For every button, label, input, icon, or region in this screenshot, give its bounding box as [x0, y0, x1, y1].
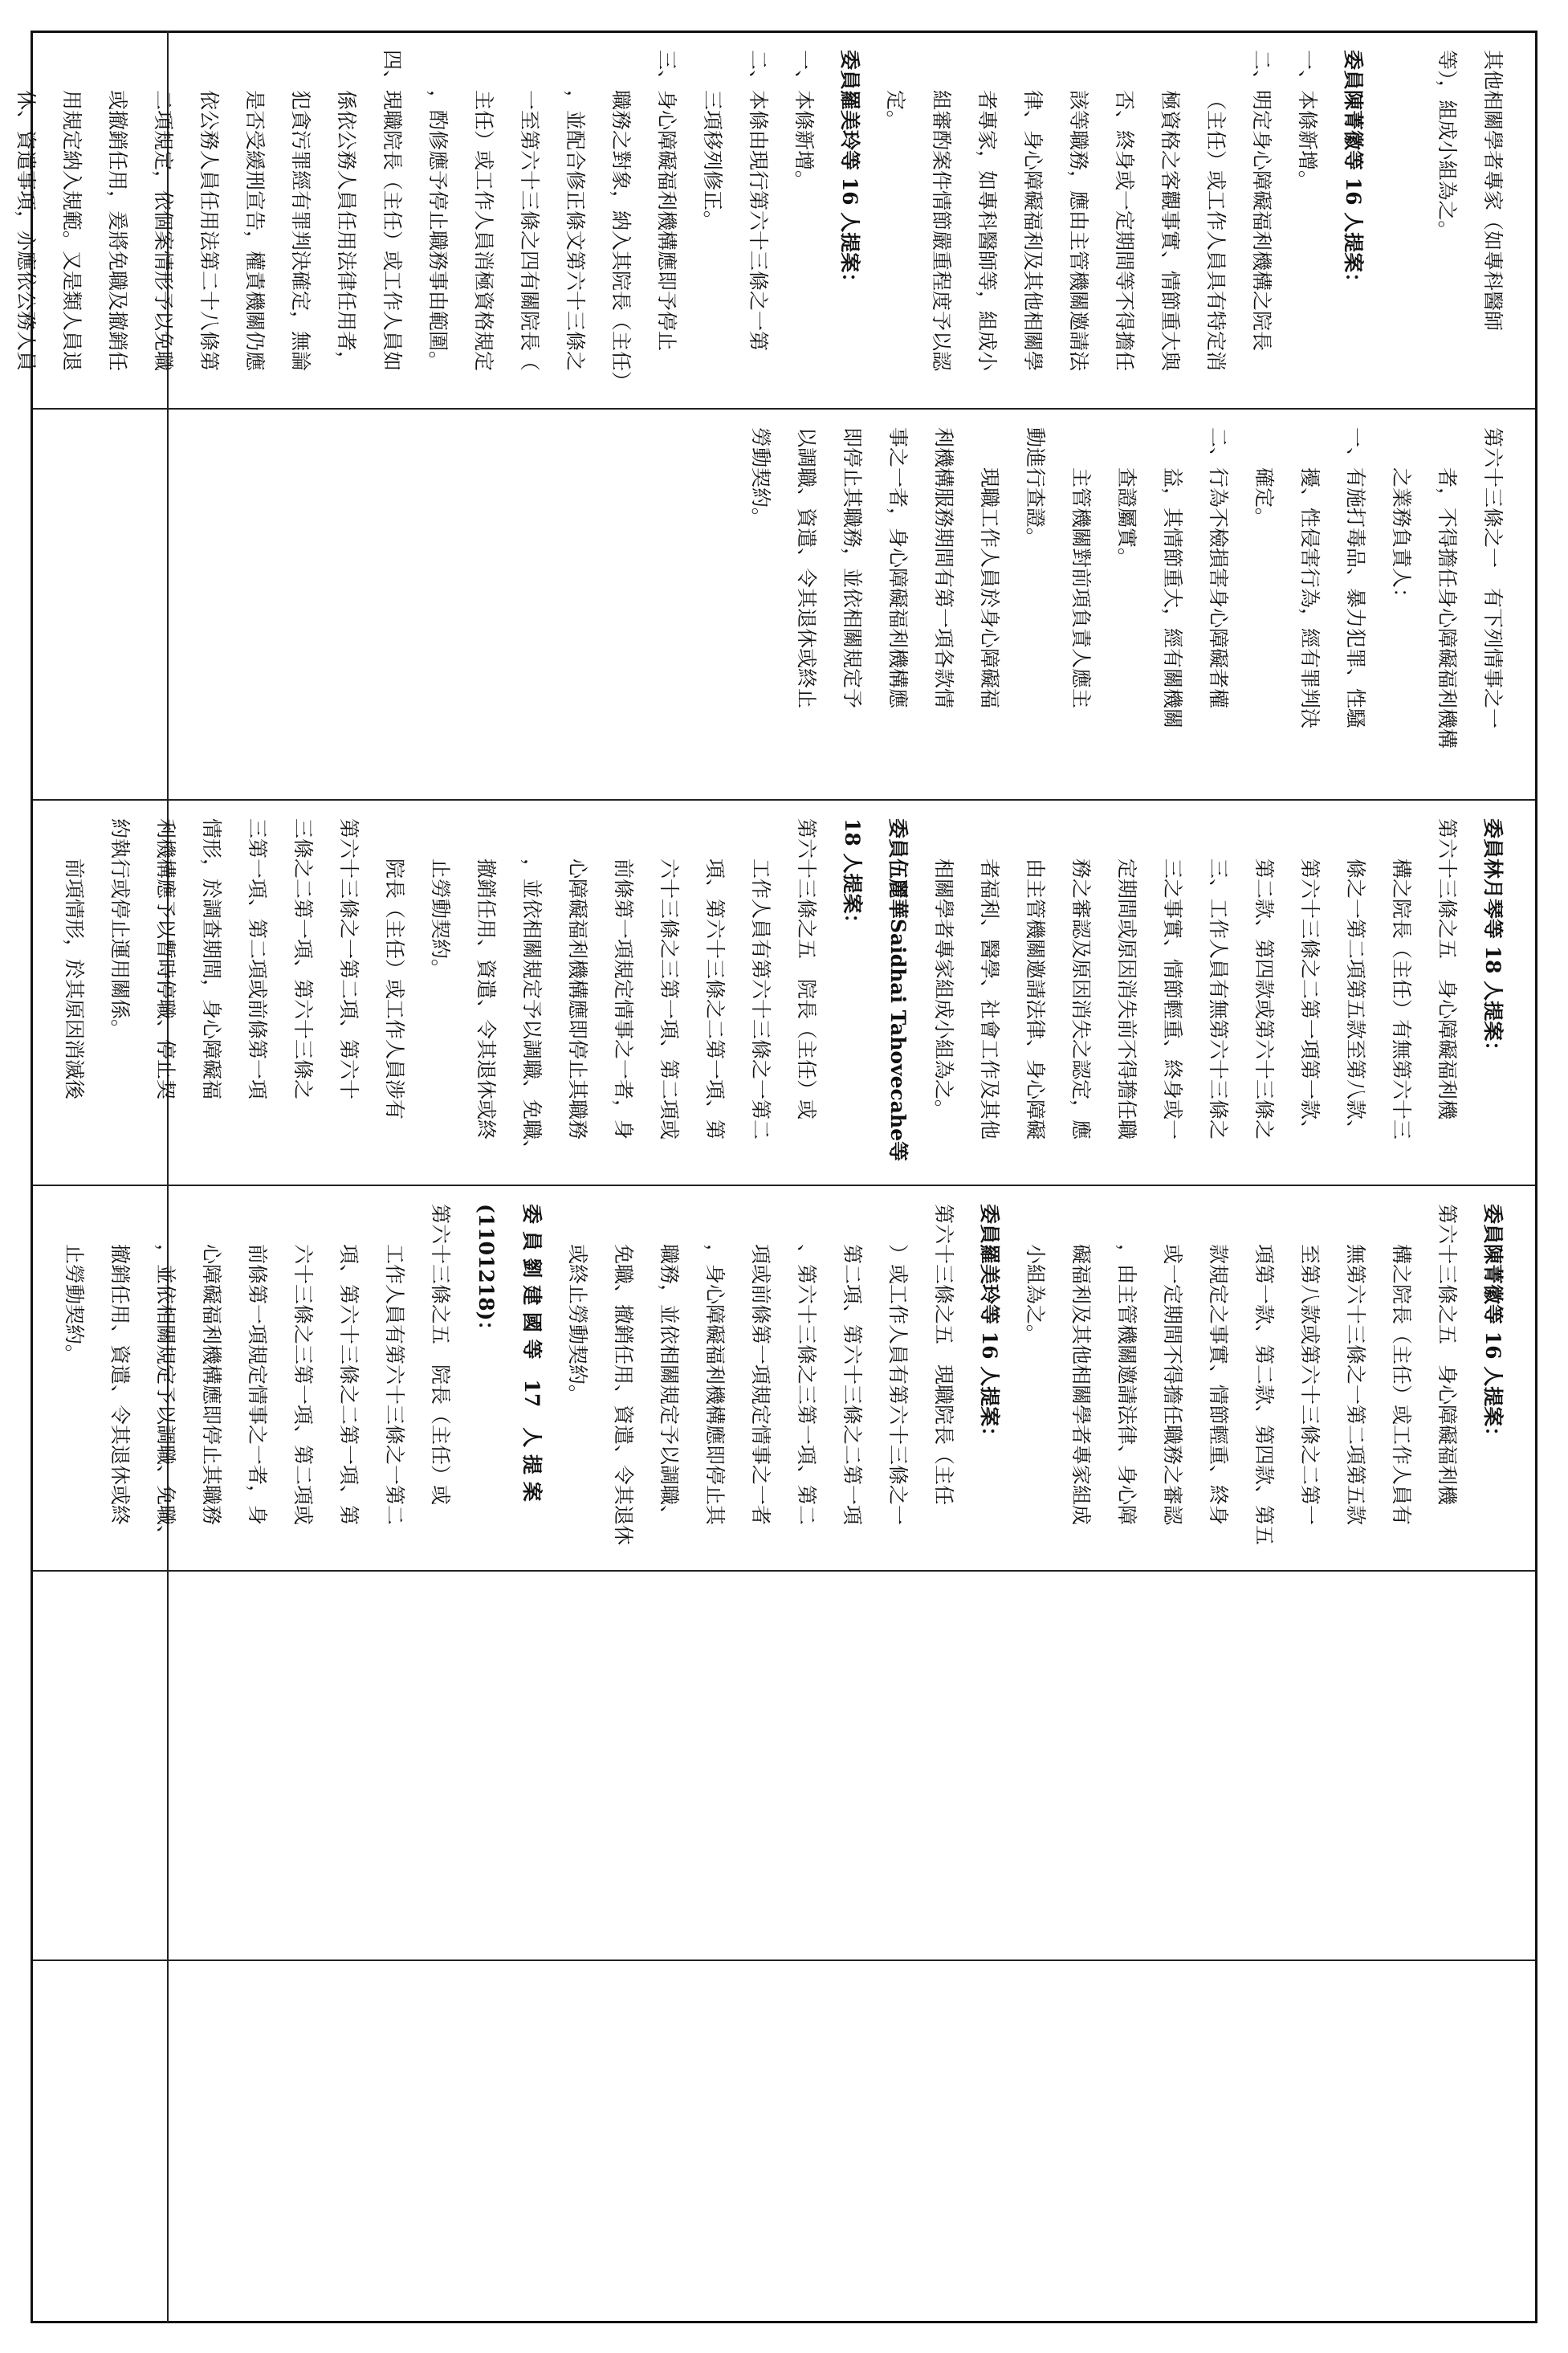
- text-line: 律、身心障礙福利及其他相關學: [1021, 90, 1045, 372]
- text-line: 三、工作人員有無第六十三條之: [1207, 858, 1230, 1140]
- text-line: 務之審認及原因消失之認定，應: [1069, 858, 1093, 1140]
- text-line: 者專家，如專科醫師等，組成小: [975, 90, 999, 372]
- proposal-heading: (1101218)：: [474, 1204, 498, 1341]
- text-line: 情形，於調查期間，身心障礙福: [200, 818, 223, 1100]
- text-line: 以調職、資遣、令其退休或終止: [795, 427, 818, 709]
- text-line: 、第六十三條之三第一項、第二: [795, 1244, 818, 1526]
- text-line: 該等職務，應由主管機關邀請法: [1067, 90, 1090, 372]
- text-line: 相關學者專家組成小組為之。: [932, 858, 955, 1120]
- proposal-heading: 委員林月琴等 18 人提案：: [1481, 818, 1505, 1062]
- text-line: 休、資遣事項，亦應依公務人員: [14, 90, 38, 372]
- text-line: 二、行為不檢損害身心障礙者權: [1207, 427, 1230, 709]
- text-line: 依公務人員任用法第二十八條第: [198, 90, 221, 372]
- text-line: 小組為之。: [1024, 1244, 1047, 1345]
- text-line: 第六十三條之五 現職院長（主任: [932, 1204, 955, 1506]
- text-line: 組審酌案件情節嚴重程度予以認: [930, 90, 953, 372]
- text-line: 動進行查證。: [1024, 427, 1047, 548]
- text-line: （主任）或工作人員具有特定消: [1204, 90, 1228, 372]
- table-row: [169, 410, 1533, 797]
- text-line: 一、本條新增。: [1296, 50, 1319, 191]
- cell-text-block: [51, 818, 1516, 1176]
- text-line: 三第一項、第二項或前條第一項: [246, 818, 269, 1100]
- text-line: 者，不得擔任身心障礙福利機構: [1436, 467, 1459, 749]
- table-row: [169, 1961, 1533, 2319]
- text-line: 係依公務人員任用法律任用者，: [335, 90, 358, 372]
- text-line: 擾、性侵害行為，經有罪判決: [1298, 467, 1322, 729]
- text-line: 是否受緩刑宣告，權責機關仍應: [243, 90, 267, 372]
- text-line: 約執行或停止運用關係。: [108, 818, 132, 1040]
- text-line: 主管機關對前項負責人應主: [1069, 467, 1093, 709]
- text-line: 二、本條由現行第六十三條之一第: [747, 50, 770, 352]
- text-line: 止勞動契約。: [429, 858, 452, 980]
- proposal-heading: 委員羅美玲等 16 人提案：: [978, 1204, 1001, 1447]
- text-line: ，由主管機關邀請法律、身心障: [1115, 1244, 1138, 1526]
- text-line: 六十三條之三第一項、第二項或: [658, 858, 681, 1140]
- text-line: 第六十三條之二第一項第一款、: [1298, 858, 1322, 1140]
- text-line: ）或工作人員有第六十三條之一: [886, 1244, 910, 1526]
- text-line: 項第一款、第二款、第四款、第五: [1252, 1244, 1276, 1546]
- table-row: [63, 1186, 1533, 1568]
- text-line: 三項移列修正。: [701, 90, 724, 231]
- text-line: 第六十三條之一 有下列情事之一: [1481, 427, 1505, 729]
- text-line: 利機構應予以暫時停職、停止契: [154, 818, 177, 1100]
- cell-text-block: [1424, 50, 1516, 400]
- text-line: 犯貪污罪經有罪判決確定，無論: [289, 90, 312, 372]
- text-line: 者福利、醫學、社會工作及其他: [978, 858, 1001, 1140]
- text-line: 款規定之事實、情節輕重、終身: [1207, 1244, 1230, 1526]
- cell-text-block: [0, 50, 1376, 400]
- text-line: 第六十三條之五 身心障礙福利機: [1436, 1204, 1459, 1506]
- text-line: 定期間或原因消失前不得擔任職: [1115, 858, 1138, 1140]
- text-line: 心障礙福利機構應即停止其職務: [200, 1244, 223, 1526]
- text-line: 或撤銷任用，爰將免職及撤銷任: [106, 90, 129, 372]
- text-line: 前條第一項規定情事之一者，身: [246, 1244, 269, 1526]
- text-line: 至第八款或第六十三條之二第一: [1298, 1244, 1322, 1526]
- text-line: 其他相關學者專家（如專科醫師: [1481, 50, 1505, 332]
- text-line: 即停止其職務，並依相關規定予: [841, 427, 864, 709]
- text-line: ，酌修應予停止職務事由範圍。: [426, 90, 450, 372]
- table-row: [169, 1572, 1533, 1958]
- text-line: 心障礙福利機構應即停止其職務: [566, 858, 589, 1140]
- text-line: 三條之二第一項、第六十三條之: [291, 818, 315, 1100]
- text-line: 條之一第二項第五款至第八款、: [1344, 858, 1367, 1140]
- text-line: 或終止勞動契約。: [566, 1244, 589, 1405]
- proposal-heading: 18 人提案：: [841, 818, 864, 934]
- text-line: 定。: [884, 90, 907, 131]
- text-line: 利機構服務期間有第一項各款情: [932, 427, 955, 709]
- proposal-heading: 委員陳菁徽等 16 人提案：: [1342, 50, 1365, 293]
- text-line: 一、有施打毒品、暴力犯罪、性騷: [1344, 427, 1367, 729]
- text-line: 第六十三條之五 身心障礙福利機: [1436, 818, 1459, 1120]
- text-line: 撤銷任用、資遣、令其退休或終: [108, 1244, 132, 1526]
- text-line: 第二款、第四款或第六十三條之: [1252, 858, 1276, 1140]
- table-border-bottom: [31, 2321, 1537, 2323]
- proposal-heading: 委員羅美玲等 16 人提案：: [838, 50, 861, 293]
- text-line: 工作人員有第六十三條之一第二: [383, 1244, 406, 1526]
- table-border-right: [1535, 31, 1537, 2322]
- text-line: 否、終身或一定期間等不得擔任: [1113, 90, 1136, 372]
- text-line: ，並依相關規定予以調職、免職、: [520, 858, 544, 1160]
- text-line: 事之一者，身心障礙福利機構應: [886, 427, 910, 709]
- table-row: [14, 32, 1533, 406]
- proposal-heading: 委員陳菁徽等 16 人提案：: [1481, 1204, 1505, 1447]
- text-line: 一、本條新增。: [792, 50, 816, 191]
- text-line: 二、明定身心障礙福利機構之院長: [1250, 50, 1273, 352]
- text-line: 無第六十三條之一第二項第五款: [1344, 1244, 1367, 1526]
- text-line: 益，其情節重大，經有關機關: [1161, 467, 1184, 729]
- table-row: [63, 801, 1533, 1183]
- text-line: 項、第六十三條之二第一項、第: [337, 1244, 360, 1526]
- text-line: 一至第六十三條之四有關院長（: [518, 90, 541, 372]
- text-line: 主任）或工作人員消極資格規定: [472, 90, 495, 372]
- text-line: ，並依相關規定予以調職、免職、: [154, 1244, 177, 1546]
- text-line: 或一定期間不得擔任職務之審認: [1161, 1244, 1184, 1526]
- text-line: ，身心障礙福利機構應即停止其: [703, 1244, 727, 1526]
- text-line: [0, 50, 3, 400]
- cell-text-block: [738, 427, 1516, 791]
- text-line: 第六十三條之五 院長（主任）或: [795, 818, 818, 1120]
- text-line: 免職、撤銷任用、資遣、令其退休: [612, 1244, 635, 1546]
- text-line: 構之院長（主任）或工作人員有: [1390, 1244, 1413, 1526]
- text-line: 職務之對象，納入其院長（主任）: [609, 90, 633, 392]
- text-line: 前項情形，於其原因消滅後: [63, 858, 86, 1100]
- proposal-heading: 委員伍麗華Saidhai Tahovecahe等: [886, 818, 910, 1162]
- text-line: 職務，並依相關規定予以調職、: [658, 1244, 681, 1526]
- text-line: 六十三條之三第一項、第二項或: [291, 1244, 315, 1526]
- text-line: 二項規定，依個案情形予以免職: [152, 90, 175, 372]
- text-line: 之業務負責人：: [1390, 467, 1413, 609]
- text-line: 止勞動契約。: [63, 1244, 86, 1365]
- text-line: 用規定納入規範。又是類人員退: [60, 90, 83, 372]
- text-line: 院長（主任）或工作人員涉有: [383, 858, 406, 1120]
- text-line: 查證屬實。: [1115, 467, 1138, 569]
- text-line: 第二項、第六十三條之二第一項: [841, 1244, 864, 1526]
- text-line: 項或前條第一項規定情事之一者: [749, 1244, 772, 1526]
- text-line: 項、第六十三條之二第一項、第: [703, 858, 727, 1140]
- text-line: 前條第一項規定情事之一者，身: [612, 858, 635, 1140]
- text-line: 工作人員有第六十三條之一第二: [749, 858, 772, 1140]
- text-line: 現職工作人員於身心障礙福: [978, 467, 1001, 709]
- text-line: ，並配合修正條文第六十三條之: [564, 90, 587, 372]
- text-line: 礙福利及其他相關學者專家組成: [1069, 1244, 1093, 1526]
- text-line: 第六十三條之一第二項、第六十: [337, 818, 360, 1100]
- text-line: 等），組成小組為之。: [1436, 50, 1459, 241]
- text-line: 構之院長（主任）有無第六十三: [1390, 858, 1413, 1140]
- text-line: 三、身心障礙福利機構應即予停止: [655, 50, 678, 352]
- text-line: 四、現職院長（主任）或工作人員如: [381, 50, 404, 372]
- text-line: 確定。: [1252, 467, 1276, 528]
- proposal-heading: 委 員 劉 建 國 等 17 人 提 案: [520, 1204, 544, 1502]
- text-line: 第六十三條之五 院長（主任）或: [429, 1204, 452, 1506]
- text-line: 由主管機關邀請法律、身心障礙: [1024, 858, 1047, 1140]
- cell-text-block: [51, 1204, 1516, 1562]
- text-line: 三之事實、情節輕重、終身或一: [1161, 858, 1184, 1140]
- text-line: 撤銷任用、資遣、令其退休或終: [474, 858, 498, 1140]
- text-line: 極資格之客觀事實、情節重大與: [1159, 90, 1182, 372]
- text-line: 勞動契約。: [749, 427, 772, 528]
